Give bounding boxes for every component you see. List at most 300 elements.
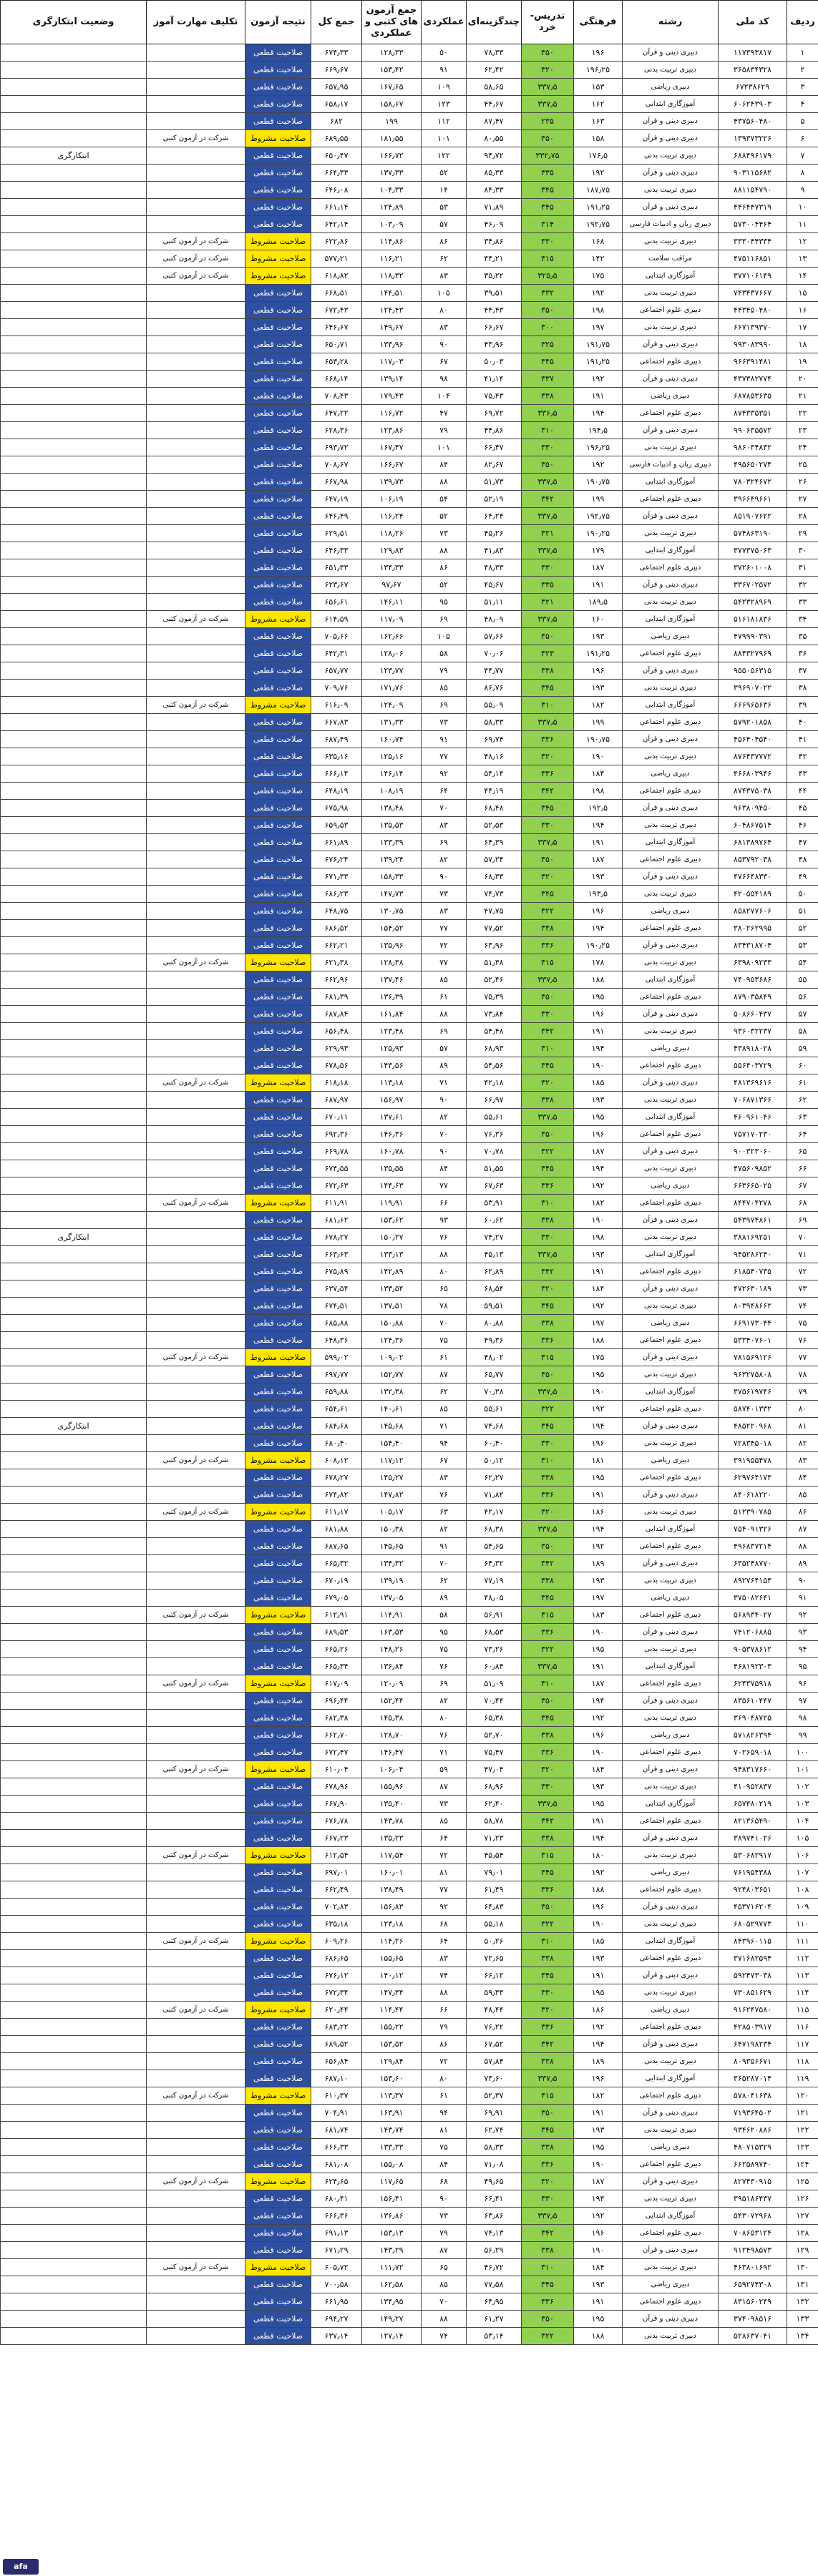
table-row <box>1 594 818 611</box>
cell-result: صلاحیت قطعی <box>245 886 311 903</box>
cell-written-practical-sum: ۱۶۲٫۵۸ <box>362 2276 422 2293</box>
cell-micro-teaching-score: ۳۳۷٫۵ <box>522 2070 574 2087</box>
cell-written-practical-sum: ۱۴۵٫۶۵ <box>362 1538 422 1555</box>
table-row <box>1 1229 818 1246</box>
cell-practical-score: ۸۴ <box>422 1160 467 1177</box>
cell-micro-teaching-score: ۳۵۰ <box>522 1538 574 1555</box>
table-row <box>1 2087 818 2105</box>
table-row <box>1 491 818 508</box>
cell-field: دبیری دینی و قرآن <box>623 1761 719 1778</box>
cell-practical-score: ۹۴ <box>422 1435 467 1452</box>
table-row <box>1 2036 818 2053</box>
cell-written-practical-sum: ۱۵۶٫۴۱ <box>362 2190 422 2208</box>
cell-field: آموزگاری ابتدایی <box>623 1933 719 1950</box>
cell-row-number: ۱۴ <box>787 268 818 285</box>
cell-field: آموزگاری ابتدایی <box>623 971 719 989</box>
cell-practical-score: ۱۰۹ <box>422 79 467 96</box>
cell-micro-teaching-score: ۳۵۰ <box>522 2105 574 2122</box>
cell-result: صلاحیت قطعی <box>245 302 311 319</box>
table-row <box>1 2242 818 2259</box>
cell-total-score: ۶۷۰٫۱۹ <box>311 1572 362 1590</box>
cell-national-code: ۹۰۵۳۷۸۶۱۲ <box>719 1641 787 1658</box>
cell-result: صلاحیت قطعی <box>245 2156 311 2173</box>
cell-task <box>147 1555 245 1572</box>
cell-cultural-score: ۱۹۴٫۵ <box>574 422 623 439</box>
cell-national-code: ۵۷۱۸۲۶۳۹۴ <box>719 1727 787 1744</box>
table-row <box>1 1366 818 1384</box>
cell-row-number: ۱۱۱ <box>787 1933 818 1950</box>
cell-status <box>1 697 147 714</box>
cell-practical-score: ۷۰ <box>422 1555 467 1572</box>
cell-practical-score: ۸۳ <box>422 268 467 285</box>
cell-micro-teaching-score: ۳۴۵ <box>522 1710 574 1727</box>
cell-row-number: ۱۰۷ <box>787 1864 818 1881</box>
cell-field: دبیری علوم اجتماعی <box>623 1332 719 1349</box>
table-row <box>1 79 818 96</box>
cell-written-practical-sum: ۱۴۳٫۷۸ <box>362 1813 422 1830</box>
cell-field: آموزگاری ابتدایی <box>623 1796 719 1813</box>
cell-cultural-score: ۱۷۶٫۵ <box>574 147 623 165</box>
cell-field: دبیری تربیت بدنی <box>623 1435 719 1452</box>
cell-multiple-choice-score: ۵۴٫۱۴ <box>467 765 522 783</box>
cell-total-score: ۶۳۵٫۱۶ <box>311 748 362 765</box>
cell-field: دبیری دینی و قرآن <box>623 1212 719 1229</box>
cell-total-score: ۶۶۶٫۳۶ <box>311 2208 362 2225</box>
cell-micro-teaching-score: ۳۲۲ <box>522 2328 574 2345</box>
cell-micro-teaching-score: ۳۳۸ <box>522 1315 574 1332</box>
table-row <box>1 353 818 371</box>
cell-multiple-choice-score: ۴۵٫۵۴ <box>467 1847 522 1864</box>
cell-total-score: ۶۶۷٫۸۳ <box>311 714 362 731</box>
cell-multiple-choice-score: ۸۰٫۸۸ <box>467 1315 522 1332</box>
cell-field: دبیری تربیت بدنی <box>623 319 719 336</box>
table-row <box>1 113 818 130</box>
cell-micro-teaching-score: ۳۴۵ <box>522 886 574 903</box>
cell-multiple-choice-score: ۶۱٫۴۹ <box>467 1881 522 1899</box>
cell-total-score: ۶۵۹٫۵۳ <box>311 817 362 834</box>
cell-multiple-choice-score: ۴۵٫۲۶ <box>467 525 522 542</box>
cell-practical-score: ۸۳ <box>422 817 467 834</box>
cell-task: شرکت در آزمون کتبی <box>147 1607 245 1624</box>
cell-practical-score: ۶۱ <box>422 989 467 1006</box>
cell-field: دبیری ریاضی <box>623 2276 719 2293</box>
cell-status: ابتکارگری <box>1 1229 147 1246</box>
cell-field: دبیری علوم اجتماعی <box>623 1401 719 1418</box>
table-row <box>1 1624 818 1641</box>
cell-field: دبیری ریاضی <box>623 628 719 645</box>
cell-field: دبیری دینی و قرآن <box>623 2105 719 2122</box>
cell-result: صلاحیت مشروط <box>245 1761 311 1778</box>
cell-result: صلاحیت قطعی <box>245 1469 311 1487</box>
cell-practical-score: ۹۰ <box>422 2190 467 2208</box>
cell-row-number: ۴۷ <box>787 834 818 851</box>
cell-total-score: ۶۸۷٫۹۷ <box>311 1092 362 1109</box>
table-row <box>1 147 818 165</box>
cell-national-code: ۴۸۱۳۶۹۶۱۶ <box>719 1074 787 1092</box>
cell-micro-teaching-score: ۳۴۵ <box>522 1864 574 1881</box>
cell-task <box>147 147 245 165</box>
cell-total-score: ۶۲۰٫۴۴ <box>311 2002 362 2019</box>
cell-field: دبیری تربیت بدنی <box>623 817 719 834</box>
cell-micro-teaching-score: ۳۳۷٫۵ <box>522 1658 574 1675</box>
cell-multiple-choice-score: ۷۵٫۴۳ <box>467 388 522 405</box>
cell-total-score: ۶۰۸٫۱۲ <box>311 1452 362 1469</box>
cell-national-code: ۳۳۶۷۰۲۵۷۲ <box>719 577 787 594</box>
cell-micro-teaching-score: ۳۵۰ <box>522 1899 574 1916</box>
cell-cultural-score: ۱۸۷ <box>574 1675 623 1693</box>
table-row <box>1 233 818 250</box>
cell-status <box>1 1521 147 1538</box>
cell-result: صلاحیت قطعی <box>245 1212 311 1229</box>
cell-cultural-score: ۱۹۱ <box>574 1813 623 1830</box>
cell-cultural-score: ۱۹۱ <box>574 2293 623 2311</box>
table-row <box>1 542 818 559</box>
cell-task <box>147 1040 245 1057</box>
cell-cultural-score: ۱۹۰٫۲۵ <box>574 525 623 542</box>
cell-field: آموزگاری ابتدایی <box>623 1521 719 1538</box>
cell-result: صلاحیت قطعی <box>245 353 311 371</box>
cell-written-practical-sum: ۱۱۶٫۲۱ <box>362 250 422 268</box>
cell-status <box>1 714 147 731</box>
cell-field: دبیری دینی و قرآن <box>623 662 719 680</box>
cell-result: صلاحیت قطعی <box>245 1778 311 1796</box>
cell-multiple-choice-score: ۵۰٫۱۲ <box>467 1452 522 1469</box>
cell-status <box>1 1160 147 1177</box>
cell-row-number: ۵۴ <box>787 954 818 971</box>
cell-multiple-choice-score: ۶۴٫۹۵ <box>467 2293 522 2311</box>
cell-practical-score: ۵۲ <box>422 165 467 182</box>
cell-total-score: ۶۶۵٫۳۲ <box>311 1555 362 1572</box>
cell-national-code: ۷۰۲۶۵۹۰۱۸ <box>719 1744 787 1761</box>
cell-task <box>147 851 245 868</box>
cell-row-number: ۹۵ <box>787 1658 818 1675</box>
cell-row-number: ۹۲ <box>787 1607 818 1624</box>
cell-practical-score: ۸۹ <box>422 1590 467 1607</box>
table-row <box>1 2225 818 2242</box>
cell-cultural-score: ۱۸۵ <box>574 1074 623 1092</box>
cell-field: دبیری تربیت بدنی <box>623 1916 719 1933</box>
cell-multiple-choice-score: ۵۱٫۷۳ <box>467 474 522 491</box>
cell-national-code: ۴۲۰۵۵۴۱۸۹ <box>719 886 787 903</box>
cell-task: شرکت در آزمون کتبی <box>147 1195 245 1212</box>
cell-task <box>147 1384 245 1401</box>
cell-multiple-choice-score: ۶۸٫۳۸ <box>467 1521 522 1538</box>
cell-task <box>147 1143 245 1160</box>
cell-written-practical-sum: ۱۵۴٫۴۰ <box>362 1435 422 1452</box>
cell-national-code: ۷۰۸۶۵۳۱۲۴ <box>719 2225 787 2242</box>
cell-micro-teaching-score: ۳۱۵ <box>522 1607 574 1624</box>
cell-total-score: ۶۱۲٫۹۱ <box>311 1607 362 1624</box>
cell-result: صلاحیت قطعی <box>245 1967 311 1984</box>
cell-row-number: ۱۰۸ <box>787 1881 818 1899</box>
cell-practical-score: ۶۷ <box>422 353 467 371</box>
cell-result: صلاحیت قطعی <box>245 1418 311 1435</box>
cell-multiple-choice-score: ۸۴٫۳۳ <box>467 182 522 199</box>
cell-cultural-score: ۱۷۸ <box>574 954 623 971</box>
cell-row-number: ۱۲۲ <box>787 2122 818 2139</box>
cell-total-score: ۶۶۶٫۱۴ <box>311 765 362 783</box>
cell-cultural-score: ۱۹۱ <box>574 1967 623 1984</box>
cell-national-code: ۶۵۷۴۸۰۲۱۹ <box>719 1796 787 1813</box>
cell-result: صلاحیت قطعی <box>245 113 311 130</box>
cell-field: دبیری زبان و ادبیات فارسی <box>623 456 719 474</box>
cell-result: صلاحیت قطعی <box>245 1109 311 1126</box>
cell-practical-score: ۸۵ <box>422 680 467 697</box>
cell-practical-score: ۷۳ <box>422 1796 467 1813</box>
cell-micro-teaching-score: ۳۳۸ <box>522 2053 574 2070</box>
cell-result: صلاحیت قطعی <box>245 2208 311 2225</box>
cell-micro-teaching-score: ۳۳۸ <box>522 662 574 680</box>
cell-written-practical-sum: ۱۴۸٫۲۶ <box>362 1641 422 1658</box>
table-row <box>1 1092 818 1109</box>
cell-total-score: ۶۸۳٫۲۲ <box>311 2019 362 2036</box>
cell-written-practical-sum: ۱۲۷٫۱۴ <box>362 2328 422 2345</box>
table-row <box>1 2070 818 2087</box>
cell-micro-teaching-score: ۳۳۶ <box>522 765 574 783</box>
cell-national-code: ۸۷۴۳۳۵۳۵۱ <box>719 405 787 422</box>
cell-practical-score: ۶۹ <box>422 1023 467 1040</box>
cell-row-number: ۸۳ <box>787 1452 818 1469</box>
table-row <box>1 1899 818 1916</box>
cell-multiple-choice-score: ۴۱٫۱۴ <box>467 371 522 388</box>
cell-written-practical-sum: ۱۲۴٫۸۹ <box>362 199 422 216</box>
cell-result: صلاحیت قطعی <box>245 1280 311 1298</box>
cell-written-practical-sum: ۱۲۴٫۰۹ <box>362 697 422 714</box>
cell-field: دبیری علوم اجتماعی <box>623 491 719 508</box>
cell-field: دبیری تربیت بدنی <box>623 1092 719 1109</box>
cell-total-score: ۶۴۶٫۰۸ <box>311 182 362 199</box>
cell-total-score: ۶۱۸٫۸۲ <box>311 268 362 285</box>
cell-national-code: ۴۹۵۶۵۰۲۷۴ <box>719 456 787 474</box>
cell-status <box>1 1349 147 1366</box>
cell-task: شرکت در آزمون کتبی <box>147 2002 245 2019</box>
cell-micro-teaching-score: ۳۲۲ <box>522 1143 574 1160</box>
cell-micro-teaching-score: ۳۳۸ <box>522 1727 574 1744</box>
cell-result: صلاحیت قطعی <box>245 851 311 868</box>
cell-field: دبیری دینی و قرآن <box>623 731 719 748</box>
cell-field: آموزگاری ابتدایی <box>623 1109 719 1126</box>
cell-micro-teaching-score: ۳۳۰ <box>522 439 574 456</box>
cell-row-number: ۱۶ <box>787 302 818 319</box>
cell-total-score: ۶۷۶٫۱۲ <box>311 1967 362 1984</box>
cell-written-practical-sum: ۱۴۶٫۳۶ <box>362 1126 422 1143</box>
cell-written-practical-sum: ۱۲۴٫۴۳ <box>362 302 422 319</box>
cell-row-number: ۱۲۰ <box>787 2087 818 2105</box>
cell-written-practical-sum: ۱۱۴٫۴۴ <box>362 2002 422 2019</box>
cell-task: شرکت در آزمون کتبی <box>147 250 245 268</box>
cell-result: صلاحیت قطعی <box>245 2328 311 2345</box>
col-header-practical: عملکردی <box>422 1 467 44</box>
cell-multiple-choice-score: ۵۰٫۰۳ <box>467 353 522 371</box>
cell-multiple-choice-score: ۶۲٫۸۹ <box>467 1263 522 1280</box>
cell-row-number: ۶۳ <box>787 1109 818 1126</box>
cell-task <box>147 1298 245 1315</box>
table-row <box>1 2276 818 2293</box>
cell-practical-score: ۷۴ <box>422 1967 467 1984</box>
cell-status <box>1 2276 147 2293</box>
table-row <box>1 1504 818 1521</box>
cell-task: شرکت در آزمون کتبی <box>147 1675 245 1693</box>
cell-practical-score: ۵۷ <box>422 1040 467 1057</box>
cell-status <box>1 1315 147 1332</box>
cell-written-practical-sum: ۹۷٫۶۷ <box>362 577 422 594</box>
cell-total-score: ۶۷۶٫۷۸ <box>311 1813 362 1830</box>
cell-multiple-choice-score: ۴۸٫۰۲ <box>467 1349 522 1366</box>
table-row <box>1 1074 818 1092</box>
cell-status <box>1 542 147 559</box>
cell-cultural-score: ۱۹۶ <box>574 2225 623 2242</box>
cell-multiple-choice-score: ۵۴٫۵۶ <box>467 1057 522 1074</box>
cell-practical-score: ۵۸ <box>422 645 467 662</box>
cell-row-number: ۷۷ <box>787 1349 818 1366</box>
cell-row-number: ۵۵ <box>787 971 818 989</box>
cell-total-score: ۶۴۸٫۳۶ <box>311 1332 362 1349</box>
cell-multiple-choice-score: ۷۳٫۸۴ <box>467 1006 522 1023</box>
cell-cultural-score: ۱۹۵ <box>574 989 623 1006</box>
cell-field: دبیری ریاضی <box>623 79 719 96</box>
cell-national-code: ۷۶۱۹۵۴۳۸۸ <box>719 1864 787 1881</box>
cell-total-score: ۶۷۸٫۲۷ <box>311 1229 362 1246</box>
cell-result: صلاحیت قطعی <box>245 165 311 182</box>
cell-written-practical-sum: ۱۴۰٫۱۲ <box>362 1967 422 1984</box>
cell-total-score: ۶۷۵٫۹۸ <box>311 800 362 817</box>
cell-micro-teaching-score: ۳۳۷٫۵ <box>522 1384 574 1401</box>
cell-national-code: ۹۶۳۲۷۵۸۰۸ <box>719 1366 787 1384</box>
cell-task <box>147 868 245 886</box>
cell-national-code: ۵۹۲۴۷۳۰۳۸ <box>719 1967 787 1984</box>
cell-status <box>1 1538 147 1555</box>
cell-task <box>147 1916 245 1933</box>
cell-micro-teaching-score: ۳۲۵٫۵ <box>522 268 574 285</box>
cell-status <box>1 1074 147 1092</box>
cell-multiple-choice-score: ۵۸٫۷۸ <box>467 1813 522 1830</box>
cell-national-code: ۴۵۶۴۰۴۵۴۰ <box>719 731 787 748</box>
cell-national-code: ۳۷۱۶۸۲۵۹۴ <box>719 1950 787 1967</box>
cell-practical-score: ۸۸ <box>422 1984 467 2002</box>
table-row <box>1 1984 818 2002</box>
cell-task <box>147 165 245 182</box>
cell-cultural-score: ۱۹۶ <box>574 1899 623 1916</box>
cell-result: صلاحیت قطعی <box>245 508 311 525</box>
cell-cultural-score: ۱۹۲ <box>574 285 623 302</box>
table-row <box>1 319 818 336</box>
cell-status <box>1 1572 147 1590</box>
cell-row-number: ۶۸ <box>787 1195 818 1212</box>
cell-total-score: ۶۷۰٫۱۱ <box>311 1109 362 1126</box>
cell-micro-teaching-score: ۳۳۷٫۵ <box>522 714 574 731</box>
cell-result: صلاحیت قطعی <box>245 336 311 353</box>
cell-national-code: ۶۲۹۷۶۴۱۷۳ <box>719 1469 787 1487</box>
table-row <box>1 1126 818 1143</box>
cell-multiple-choice-score: ۴۶٫۷۲ <box>467 2259 522 2276</box>
cell-result: صلاحیت مشروط <box>245 1847 311 1864</box>
cell-micro-teaching-score: ۳۱۴ <box>522 216 574 233</box>
cell-field: دبیری تربیت بدنی <box>623 1160 719 1177</box>
cell-status <box>1 2328 147 2345</box>
cell-task <box>147 353 245 371</box>
table-row <box>1 662 818 680</box>
cell-result: صلاحیت قطعی <box>245 1143 311 1160</box>
cell-result: صلاحیت قطعی <box>245 800 311 817</box>
cell-multiple-choice-score: ۴۷٫۰۴ <box>467 1761 522 1778</box>
cell-total-score: ۶۱۰٫۰۴ <box>311 1761 362 1778</box>
cell-row-number: ۸۷ <box>787 1521 818 1538</box>
col-header-row-number: ردیف <box>787 1 818 44</box>
cell-multiple-choice-score: ۵۷٫۶۶ <box>467 628 522 645</box>
cell-micro-teaching-score: ۳۳۸ <box>522 1092 574 1109</box>
cell-task <box>147 1727 245 1744</box>
cell-multiple-choice-score: ۶۶٫۹۷ <box>467 1092 522 1109</box>
cell-written-practical-sum: ۱۳۵٫۵۵ <box>362 1160 422 1177</box>
cell-total-score: ۶۴۶٫۶۷ <box>311 319 362 336</box>
cell-cultural-score: ۱۹۶ <box>574 2070 623 2087</box>
cell-national-code: ۸۵۱۹۰۷۶۲۲ <box>719 508 787 525</box>
cell-cultural-score: ۱۸۳ <box>574 1607 623 1624</box>
cell-practical-score: ۷۷ <box>422 920 467 937</box>
cell-written-practical-sum: ۱۹۹ <box>362 113 422 130</box>
table-row <box>1 989 818 1006</box>
cell-multiple-choice-score: ۵۲٫۴۶ <box>467 971 522 989</box>
table-row <box>1 2053 818 2070</box>
cell-written-practical-sum: ۱۶۳٫۹۱ <box>362 2105 422 2122</box>
cell-field: دبیری علوم اجتماعی <box>623 353 719 371</box>
cell-status <box>1 1504 147 1521</box>
cell-task <box>147 2156 245 2173</box>
cell-micro-teaching-score: ۳۲۲ <box>522 1641 574 1658</box>
cell-total-score: ۶۸۹٫۵۵ <box>311 130 362 147</box>
cell-row-number: ۱۱۵ <box>787 2002 818 2019</box>
cell-micro-teaching-score: ۳۳۵ <box>522 577 574 594</box>
cell-national-code: ۸۹۲۷۶۴۱۵۳ <box>719 1572 787 1590</box>
cell-national-code: ۳۸۸۱۶۹۲۵۱ <box>719 1229 787 1246</box>
cell-written-practical-sum: ۱۳۴٫۳۲ <box>362 1555 422 1572</box>
cell-status <box>1 2156 147 2173</box>
cell-status <box>1 2311 147 2328</box>
cell-row-number: ۱۲۱ <box>787 2105 818 2122</box>
cell-task <box>147 1830 245 1847</box>
cell-micro-teaching-score: ۳۳۸ <box>522 388 574 405</box>
cell-total-score: ۶۶۲٫۹۶ <box>311 971 362 989</box>
cell-micro-teaching-score: ۳۲۱ <box>522 594 574 611</box>
cell-micro-teaching-score: ۳۳۶ <box>522 1487 574 1504</box>
cell-row-number: ۱۰۶ <box>787 1847 818 1864</box>
cell-task <box>147 439 245 456</box>
cell-cultural-score: ۱۹۸ <box>574 1229 623 1246</box>
cell-status <box>1 662 147 680</box>
table-row <box>1 508 818 525</box>
cell-practical-score: ۸۷ <box>422 2242 467 2259</box>
table-row <box>1 456 818 474</box>
cell-cultural-score: ۱۵۸ <box>574 130 623 147</box>
table-row <box>1 2293 818 2311</box>
cell-row-number: ۶۹ <box>787 1212 818 1229</box>
cell-written-practical-sum: ۱۴۷٫۸۲ <box>362 1487 422 1504</box>
cell-practical-score: ۱۲۲ <box>422 147 467 165</box>
cell-row-number: ۱۱۳ <box>787 1967 818 1984</box>
cell-micro-teaching-score: ۳۴۵ <box>522 1967 574 1984</box>
cell-field: آموزگاری ابتدایی <box>623 834 719 851</box>
cell-multiple-choice-score: ۵۹٫۳۴ <box>467 1984 522 2002</box>
cell-practical-score: ۸۸ <box>422 1246 467 1263</box>
cell-multiple-choice-score: ۵۵٫۱۸ <box>467 1916 522 1933</box>
cell-field: دبیری علوم اجتماعی <box>623 1675 719 1693</box>
cell-field: آموزگاری ابتدایی <box>623 611 719 628</box>
cell-multiple-choice-score: ۶۲٫۴۲ <box>467 62 522 79</box>
table-row <box>1 1881 818 1899</box>
cell-field: آموزگاری ابتدایی <box>623 1658 719 1675</box>
table-row <box>1 1658 818 1675</box>
cell-total-score: ۶۸۱٫۷۴ <box>311 2122 362 2139</box>
